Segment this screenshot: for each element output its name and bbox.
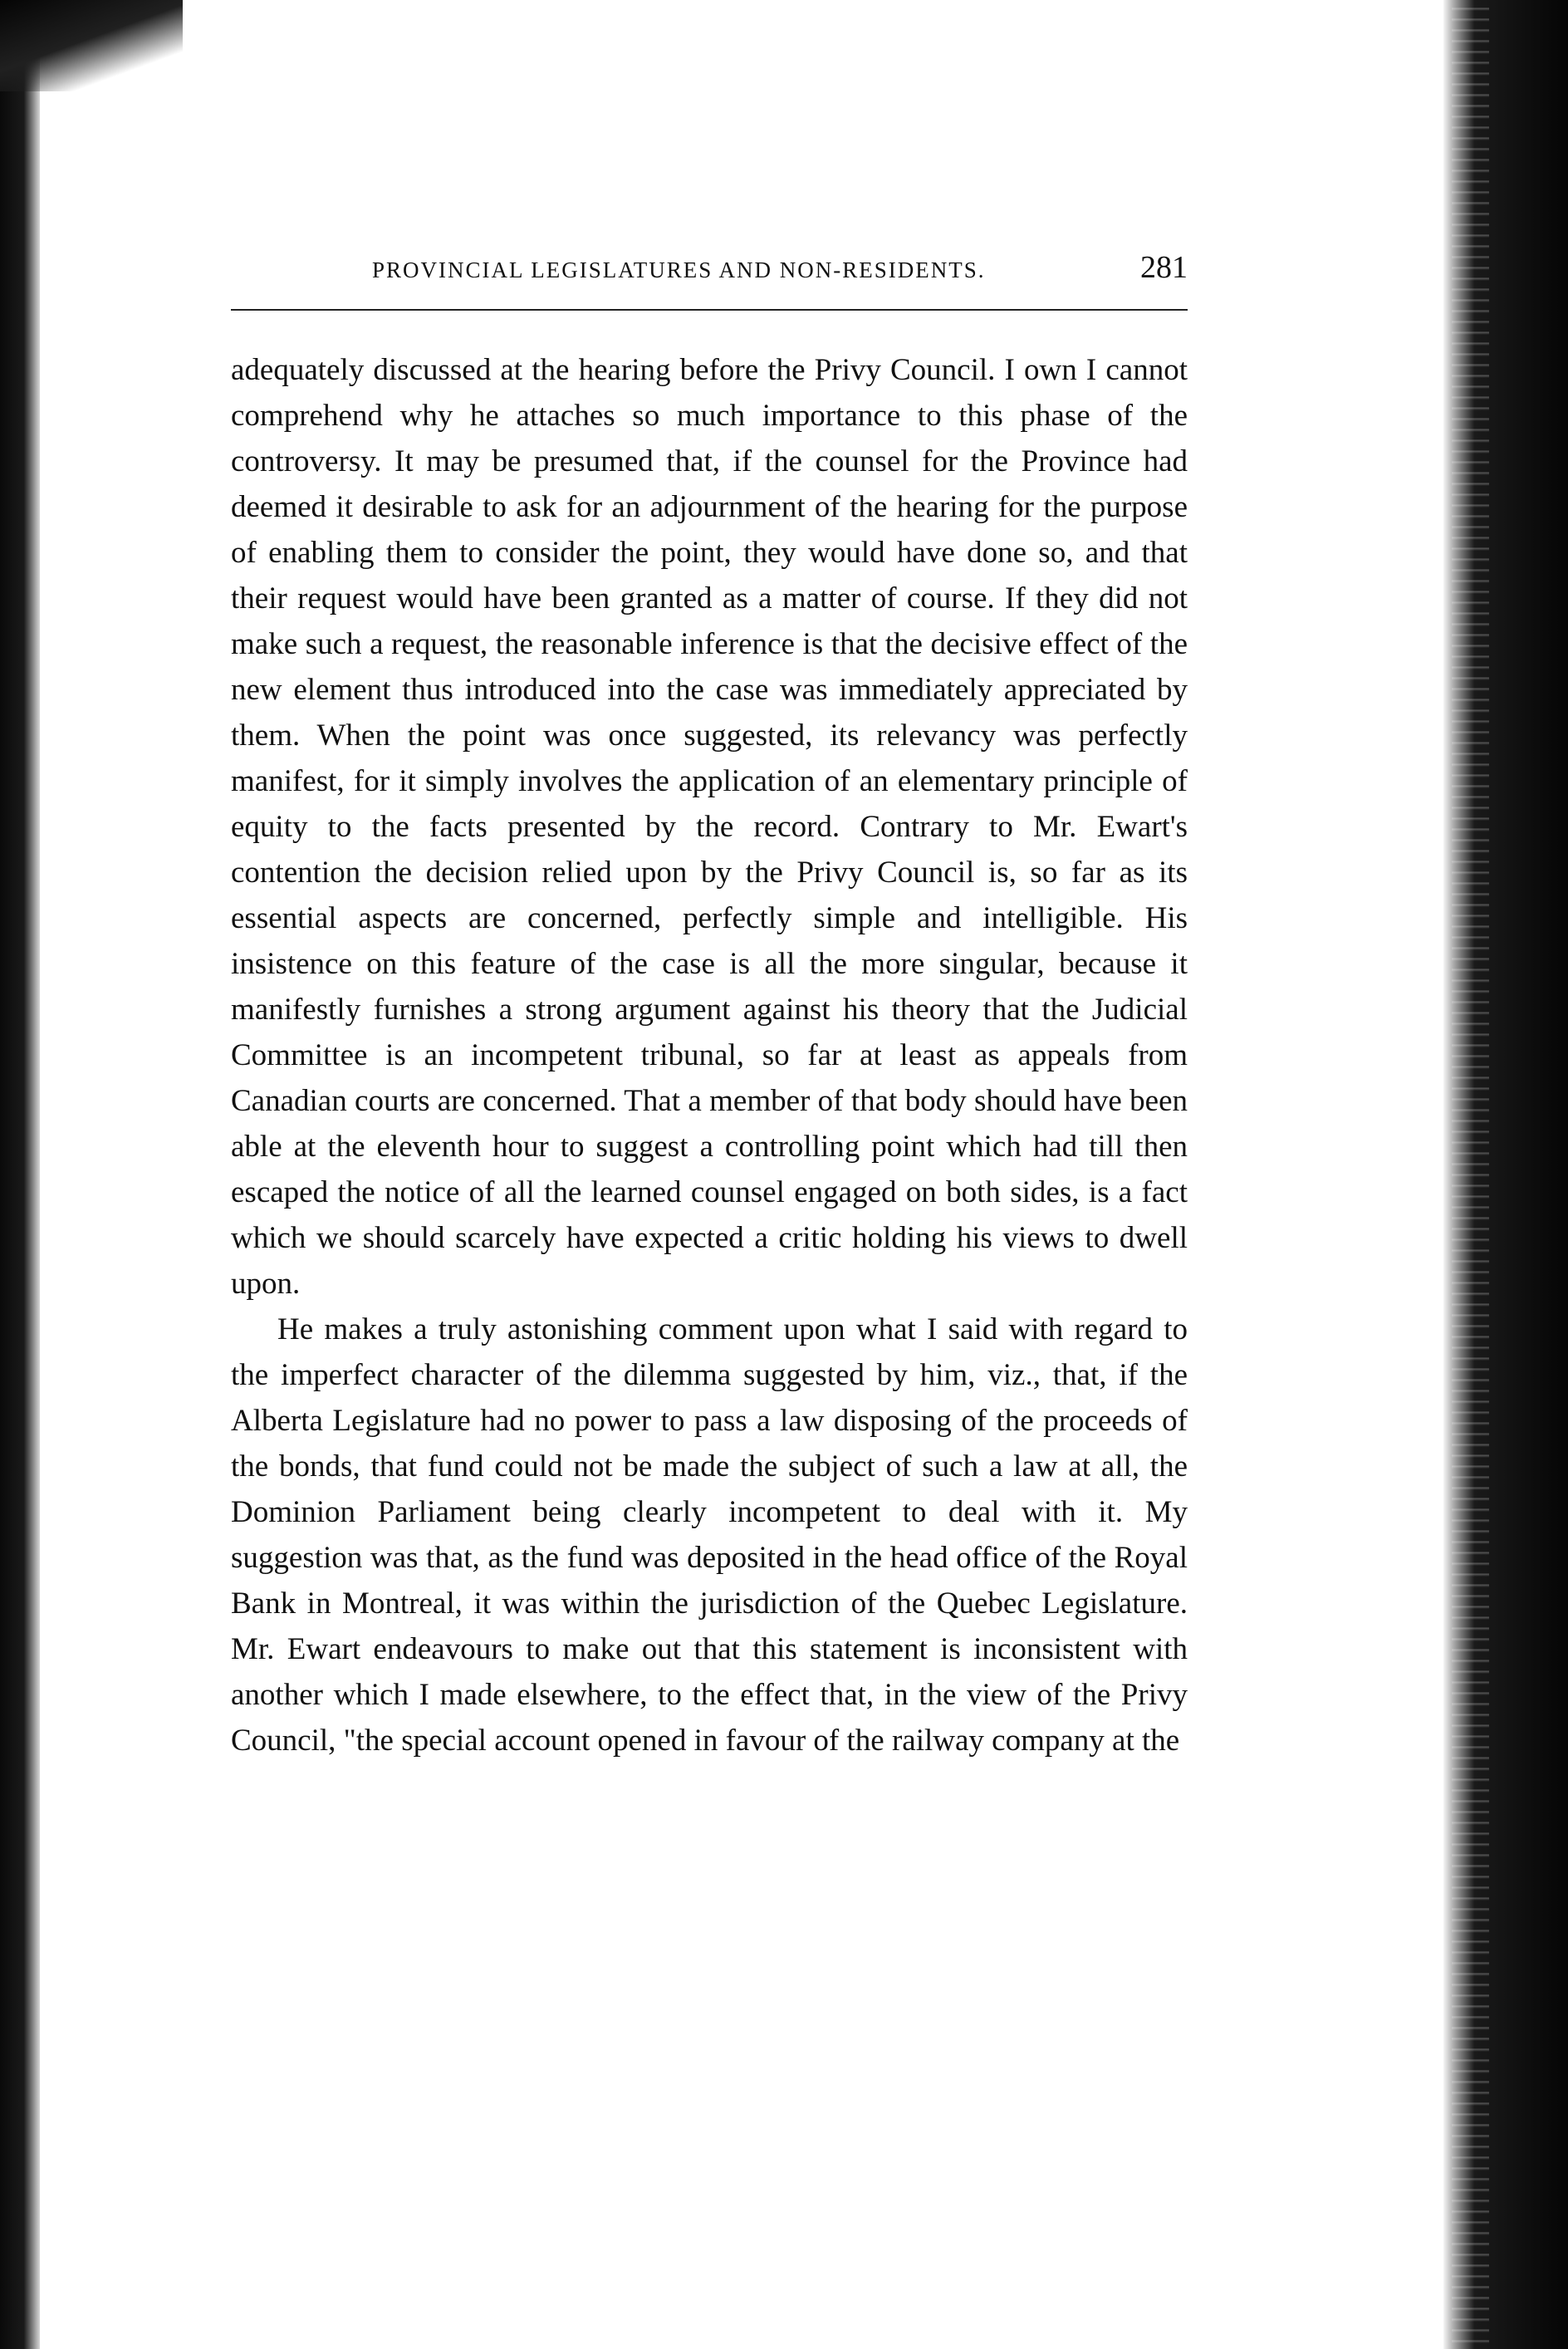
page-number: 281	[1140, 250, 1188, 285]
header-rule	[231, 309, 1188, 311]
body-text	[231, 347, 1188, 1763]
paragraph-1: adequately discussed at the hearing before the Privy Council. I own I cannot comprehend why he attaches so much importance to this phase of the controversy. It may be presumed that, if the counsel for the Province had deemed it desirable to ask for an adjournment of the hearing for the purpose of enabling them to consider the point, they would have done so, and that their request would have been granted as a matter of course. If they did not make such a request, the reasonable inference is that the decisive effect of the new element thus introduced into the case was immediately appreciated by them. When the point was once suggested, its relevancy was perfectly manifest, for it simply involves the application of an elementary principle of equity to the facts presented by the record. Contrary to Mr. Ewart's contention the decision relied upon by the Privy Council is, so far as its essential aspects are concerned, perfectly simple and intelligible. His insistence on this feature of the case is all the more singular, because it manifestly furnishes a strong argument against his theory that the Judicial Committee is an incompetent tribunal, so far at least as appeals from Canadian courts are concerned. That a member of that body should have been able at the eleventh hour to suggest a controlling point which had till then escaped the notice of all the learned counsel engaged on both sides, is a fact which we should scarcely have expected a critic holding his views to dwell upon.	[231, 353, 1188, 1301]
scan-corner-shadow	[0, 0, 183, 91]
scan-edge-noise	[1452, 0, 1489, 2349]
book-page	[231, 249, 1188, 1763]
scan-edge-left	[0, 0, 40, 2349]
running-head-title: PROVINCIAL LEGISLATURES AND NON-RESIDENTS.	[372, 257, 986, 282]
paragraph-2: He makes a truly astonishing comment upon what I said with regard to the imperfect character of the dilemma suggested by him, viz., that, if the Alberta Legislature had no power to pass a law disposing of the proceeds of the bonds, that fund could not be made the subject of such a law at all, the Dominion Parliament being clearly incompetent to deal with it. My suggestion was that, as the fund was deposited in the head office of the Royal Bank in Montreal, it was within the jurisdiction of the Quebec Legislature. Mr. Ewart endeavours to make out that this statement is inconsistent with another which I made elsewhere, to the effect that, in the view of the Privy Council, "the special account opened in favour of the railway company at the	[231, 1312, 1188, 1758]
running-head	[231, 249, 1188, 299]
